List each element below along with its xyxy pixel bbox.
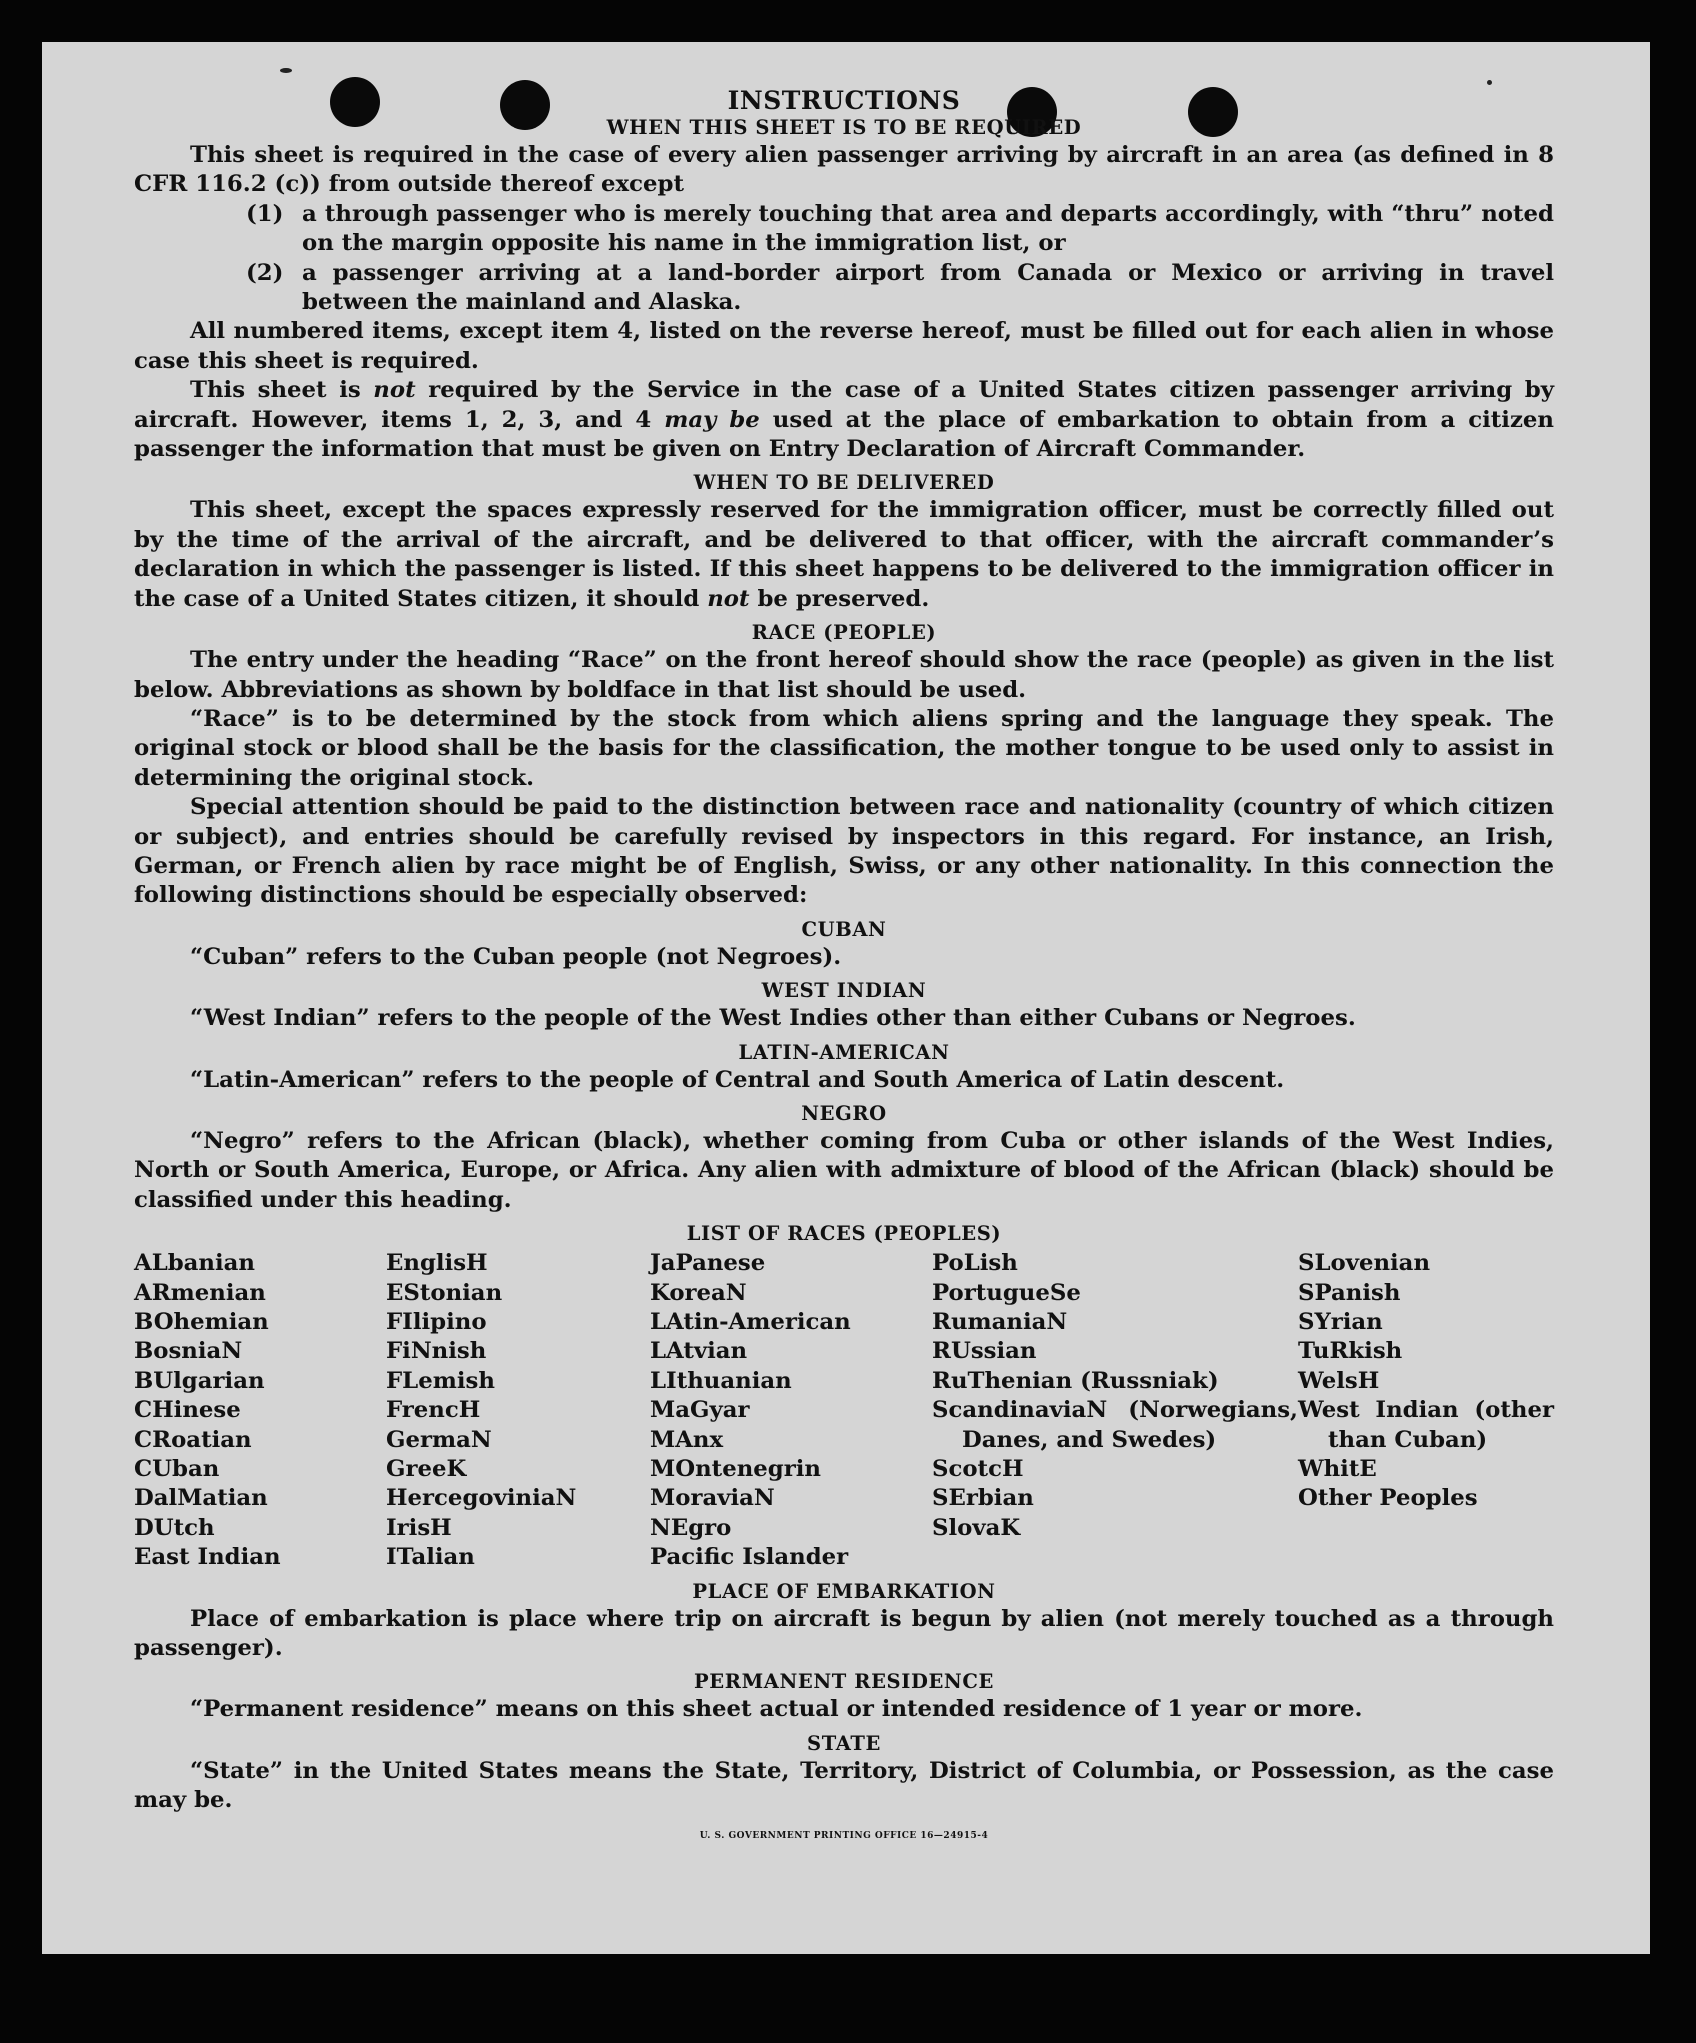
section-heading-embarkation: PLACE OF EMBARKATION — [692, 1579, 996, 1603]
item-text: a through passenger who is merely touching that area and departs accordingly, with “thru” noted on the margin opposite his name in the immigration list, or — [302, 200, 1554, 257]
section-heading-permanent-residence: PERMANENT RESIDENCE — [694, 1670, 994, 1694]
race-entry: CUban — [134, 1456, 220, 1483]
item-text: a passenger arriving at a land-border airport from Canada or Mexico or arriving in travel between the mainland and Alaska. — [302, 259, 1554, 316]
race-entry: LAtvian — [650, 1338, 748, 1365]
race-entry: RumaniaN — [932, 1309, 1068, 1335]
race-entry: SLovenian — [1298, 1250, 1431, 1277]
race-entry: TuRkish — [1298, 1338, 1403, 1365]
section-heading-west-indian: WEST INDIAN — [761, 979, 927, 1003]
race-entry: FIlipino — [386, 1309, 487, 1335]
paragraph: “Race” is to be determined by the stock from which aliens spring and the language they speak. The original stock or blood shall be the basis for the classification, the mother tongue to be used only to assist in determining the original stock. — [134, 705, 1554, 791]
race-entry: GermaN — [386, 1426, 492, 1453]
race-entry: ALbanian — [134, 1250, 256, 1277]
race-entry: RUssian — [932, 1338, 1037, 1365]
race-entry: West Indian (other than Cuban) — [1298, 1397, 1554, 1453]
race-entry: East Indian — [134, 1544, 281, 1571]
race-entry: PoLish — [932, 1250, 1018, 1277]
race-entry: FrencH — [386, 1397, 481, 1424]
race-entry: FLemish — [386, 1367, 495, 1394]
race-entry: JaPanese — [650, 1250, 766, 1277]
race-entry: CRoatian — [134, 1426, 252, 1453]
race-entry: LIthuanian — [650, 1367, 792, 1394]
item-number: (2) — [246, 259, 284, 286]
race-column — [932, 1249, 1298, 1572]
paragraph: “Negro” refers to the African (black), whether coming from Cuba or other islands of the West Indies, North or South America, Europe, or Africa. Any alien with admixture of blood of the African (black) should be classified under this heading. — [134, 1127, 1554, 1213]
race-entry: FiNnish — [386, 1338, 487, 1365]
race-column — [650, 1249, 932, 1572]
race-entry: ITalian — [386, 1544, 475, 1571]
race-entry: EStonian — [386, 1279, 503, 1306]
race-entry: MoraviaN — [650, 1485, 775, 1512]
race-entry: WhitE — [1298, 1456, 1377, 1483]
race-entry: BOhemian — [134, 1309, 269, 1335]
race-entry: CHinese — [134, 1397, 241, 1424]
paragraph: “State” in the United States means the State, Territory, District of Columbia, or Possession, as the case may be. — [134, 1757, 1554, 1814]
race-entry: ARmenian — [134, 1279, 266, 1306]
section-heading-state: STATE — [807, 1731, 881, 1755]
document-body — [134, 84, 1554, 1851]
race-entry: HercegoviniaN — [386, 1485, 577, 1512]
paragraph: “Cuban” refers to the Cuban people (not Negroes). — [190, 943, 842, 970]
race-list — [134, 1249, 1554, 1572]
paragraph: “Permanent residence” means on this sheet actual or intended residence of 1 year or more. — [190, 1696, 1363, 1723]
paragraph: This sheet, except the spaces expressly reserved for the immigration officer, must be correctly filled out by the time of the arrival of the aircraft, and be delivered to that officer, with the aircraft commander’s declaration in which the passenger is listed. If this sheet happens to be delivered to the immigration officer in the case of a United States citizen, it should not be preserved. — [134, 497, 1554, 612]
race-entry: SPanish — [1298, 1279, 1401, 1306]
paper-speck — [280, 68, 292, 73]
race-entry: SYrian — [1298, 1309, 1383, 1335]
paragraph: “Latin-American” refers to the people of Central and South America of Latin descent. — [190, 1066, 1285, 1093]
paragraph: “West Indian” refers to the people of the West Indies other than either Cubans or Negroes. — [190, 1005, 1356, 1032]
paragraph: The entry under the heading “Race” on the front hereof should show the race (people) as given in the list below. Abbreviations as shown by boldface in that list should be used. — [134, 647, 1554, 703]
race-entry: Pacific Islander — [650, 1544, 849, 1571]
section-heading-cuban: CUBAN — [801, 917, 887, 941]
race-entry: IrisH — [386, 1514, 452, 1541]
race-column — [134, 1249, 386, 1572]
race-entry: PortugueSe — [932, 1279, 1081, 1306]
paragraph: Special attention should be paid to the distinction between race and nationality (country of which citizen or subject), and entries should be carefully revised by inspectors in this regard. For instance, an Irish, German, or French alien by race might be of English, Swiss, or any other nationality. In this connection the following distinctions should be especially observed: — [134, 794, 1554, 909]
section-heading-when-required: WHEN THIS SHEET IS TO BE REQUIRED — [606, 116, 1082, 139]
race-entry: WelsH — [1298, 1367, 1380, 1394]
race-entry: RuThenian (Russniak) — [932, 1367, 1219, 1394]
paragraph: This sheet is required in the case of every alien passenger arriving by aircraft in an area (as defined in 8 CFR 116.2 (c)) from outside thereof except — [134, 142, 1554, 198]
item-number: (1) — [246, 200, 284, 227]
list-item — [246, 200, 1554, 259]
race-entry: SErbian — [932, 1485, 1034, 1512]
race-entry: LAtin-American — [650, 1309, 851, 1335]
race-entry: MOntenegrin — [650, 1456, 821, 1483]
instruction-sheet — [42, 42, 1650, 1954]
race-entry: MAnx — [650, 1426, 724, 1453]
race-entry: BUlgarian — [134, 1367, 265, 1394]
race-entry: SlovaK — [932, 1514, 1021, 1541]
race-entry: ScandinaviaN (Norwegians, Danes, and Swedes) — [932, 1397, 1298, 1453]
race-entry: MaGyar — [650, 1397, 750, 1424]
paragraph: All numbered items, except item 4, listed on the reverse hereof, must be filled out for each alien in whose case this sheet is required. — [134, 318, 1554, 374]
section-heading-when-delivered: WHEN TO BE DELIVERED — [693, 471, 995, 495]
race-entry: GreeK — [386, 1456, 467, 1483]
printer-imprint: U. S. GOVERNMENT PRINTING OFFICE 16—24915-4 — [699, 1830, 989, 1841]
section-heading-negro: NEGRO — [801, 1101, 887, 1125]
race-entry: DUtch — [134, 1514, 215, 1541]
paragraph: Place of embarkation is place where trip on aircraft is begun by alien (not merely touched as a through passenger). — [134, 1605, 1554, 1662]
section-heading-latin-american: LATIN-AMERICAN — [738, 1040, 950, 1064]
race-column — [1298, 1249, 1554, 1572]
section-heading-race: RACE (PEOPLE) — [751, 621, 937, 645]
race-entry: EnglisH — [386, 1250, 488, 1277]
page-title: INSTRUCTIONS — [727, 86, 961, 115]
section-heading-list-of-races: LIST OF RACES (PEOPLES) — [686, 1222, 1002, 1246]
paragraph: This sheet is not required by the Service in the case of a United States citizen passenger arriving by aircraft. However, items 1, 2, 3, and 4 may be used at the place of embarkation to obtain from a citizen passenger the information that must be given on Entry Declaration of Aircraft Commander. — [134, 377, 1554, 463]
race-entry: DalMatian — [134, 1485, 268, 1512]
list-item — [246, 259, 1554, 318]
race-entry: NEgro — [650, 1514, 732, 1541]
race-entry: BosniaN — [134, 1338, 243, 1365]
race-column — [386, 1249, 650, 1572]
race-entry: ScotcH — [932, 1456, 1024, 1483]
race-entry: KoreaN — [650, 1279, 747, 1306]
race-entry: Other Peoples — [1298, 1485, 1478, 1512]
